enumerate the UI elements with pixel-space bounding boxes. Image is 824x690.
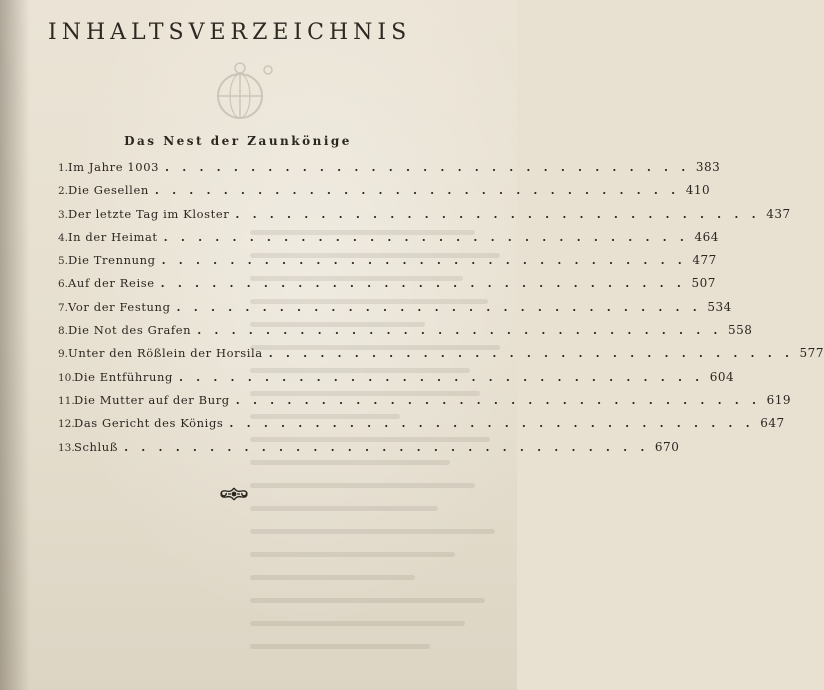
- fleuron-icon: [218, 484, 250, 504]
- toc-entry-number: 7.: [58, 301, 69, 314]
- dot-leader: . . . . . . . . . . . . . . . . . . . . . . . . . . . . . . .: [163, 229, 689, 244]
- toc-entry-number: 2.: [58, 185, 69, 198]
- toc-entry-title: Die Mutter auf der Burg: [74, 392, 230, 407]
- toc-entry: [58, 439, 680, 463]
- toc-entry-page: 647: [760, 416, 785, 431]
- toc-entry: [58, 392, 791, 416]
- toc-entry: [58, 253, 717, 276]
- toc-entry-page: 670: [654, 439, 680, 454]
- toc-entry-page: 507: [691, 276, 716, 291]
- toc-entry-title: Vor der Festung: [68, 299, 171, 314]
- toc-entry: [58, 323, 753, 346]
- dot-leader: . . . . . . . . . . . . . . . . . . . . . . . . . . . . . . .: [176, 299, 702, 314]
- toc-entry-page: 383: [695, 160, 721, 174]
- toc-entry: [58, 369, 735, 393]
- toc-entry-number: 3.: [58, 208, 69, 221]
- toc-entry: [58, 416, 785, 439]
- dot-leader: . . . . . . . . . . . . . . . . . . . . . . . . . . . . . . .: [235, 206, 761, 221]
- toc-entry-number: 13.: [58, 441, 75, 454]
- toc-entry-title: Unter den Rößlein der Horsila: [68, 346, 263, 361]
- toc-entry-title: Die Gesellen: [68, 183, 149, 198]
- toc-entry: [58, 206, 791, 230]
- toc-entry: [58, 346, 824, 369]
- toc-entry-number: 8.: [58, 325, 69, 338]
- toc-list: [58, 160, 824, 463]
- toc-entry-number: 5.: [58, 255, 69, 268]
- toc-entry: [58, 160, 721, 183]
- toc-entry-title: Der letzte Tag im Kloster: [68, 206, 230, 221]
- part-title: Das Nest der Zaunkönige: [124, 134, 352, 148]
- toc-entry-number: 4.: [58, 231, 69, 244]
- toc-entry-page: 464: [694, 229, 719, 244]
- toc-entry-title: Im Jahre 1003: [68, 160, 160, 174]
- toc-entry-title: Das Gericht des Königs: [74, 416, 224, 431]
- binding-shadow: [0, 0, 30, 690]
- toc-entry-page: 437: [766, 206, 791, 221]
- toc-entry-page: 619: [766, 392, 791, 407]
- dot-leader: . . . . . . . . . . . . . . . . . . . . . . . . . . . . . . .: [160, 276, 686, 291]
- dot-leader: . . . . . . . . . . . . . . . . . . . . . . . . . . . . . . .: [235, 392, 761, 407]
- toc-entry: [58, 299, 732, 323]
- toc-entry-title: Die Trennung: [68, 253, 156, 268]
- dot-leader: . . . . . . . . . . . . . . . . . . . . . . . . . . . . . . .: [229, 416, 755, 431]
- toc-entry-page: 577: [799, 346, 824, 361]
- toc-entry-page: 534: [707, 299, 732, 314]
- dot-leader: . . . . . . . . . . . . . . . . . . . . . . . . . . . . . . .: [154, 183, 680, 198]
- toc-entry-number: 11.: [58, 394, 75, 407]
- toc-entry-page: 410: [685, 183, 711, 198]
- toc-entry-page: 604: [709, 369, 735, 384]
- toc-entry-number: 12.: [58, 418, 75, 431]
- toc-entry-number: 9.: [58, 348, 69, 361]
- toc-entry-number: 10.: [58, 371, 75, 384]
- toc-entry: [58, 229, 719, 253]
- dot-leader: . . . . . . . . . . . . . . . . . . . . . . . . . . . . . . .: [178, 369, 704, 384]
- toc-entry-title: Die Entführung: [74, 369, 173, 384]
- toc-entry-page: 477: [692, 253, 717, 268]
- toc-entry-number: 1.: [58, 162, 69, 174]
- toc-entry-title: Auf der Reise: [68, 276, 155, 291]
- toc-entry-title: Die Not des Grafen: [68, 323, 192, 338]
- toc-entry: [58, 276, 716, 299]
- toc-heading: INHALTSVERZEICHNIS: [48, 20, 412, 45]
- dot-leader: . . . . . . . . . . . . . . . . . . . . . . . . . . . . . . .: [165, 160, 690, 174]
- bleed-through-emblem-icon: [200, 58, 280, 128]
- toc-entry-title: In der Heimat: [68, 229, 158, 244]
- dot-leader: . . . . . . . . . . . . . . . . . . . . . . . . . . . . . . .: [268, 346, 794, 361]
- toc-entry-page: 558: [728, 323, 753, 338]
- toc-entry-title: Schluß: [74, 439, 119, 454]
- dot-leader: . . . . . . . . . . . . . . . . . . . . . . . . . . . . . . .: [197, 323, 723, 338]
- dot-leader: . . . . . . . . . . . . . . . . . . . . . . . . . . . . . . .: [161, 253, 687, 268]
- toc-entry-number: 6.: [58, 278, 69, 291]
- dot-leader: . . . . . . . . . . . . . . . . . . . . . . . . . . . . . . .: [124, 439, 649, 454]
- toc-entry: [58, 183, 711, 206]
